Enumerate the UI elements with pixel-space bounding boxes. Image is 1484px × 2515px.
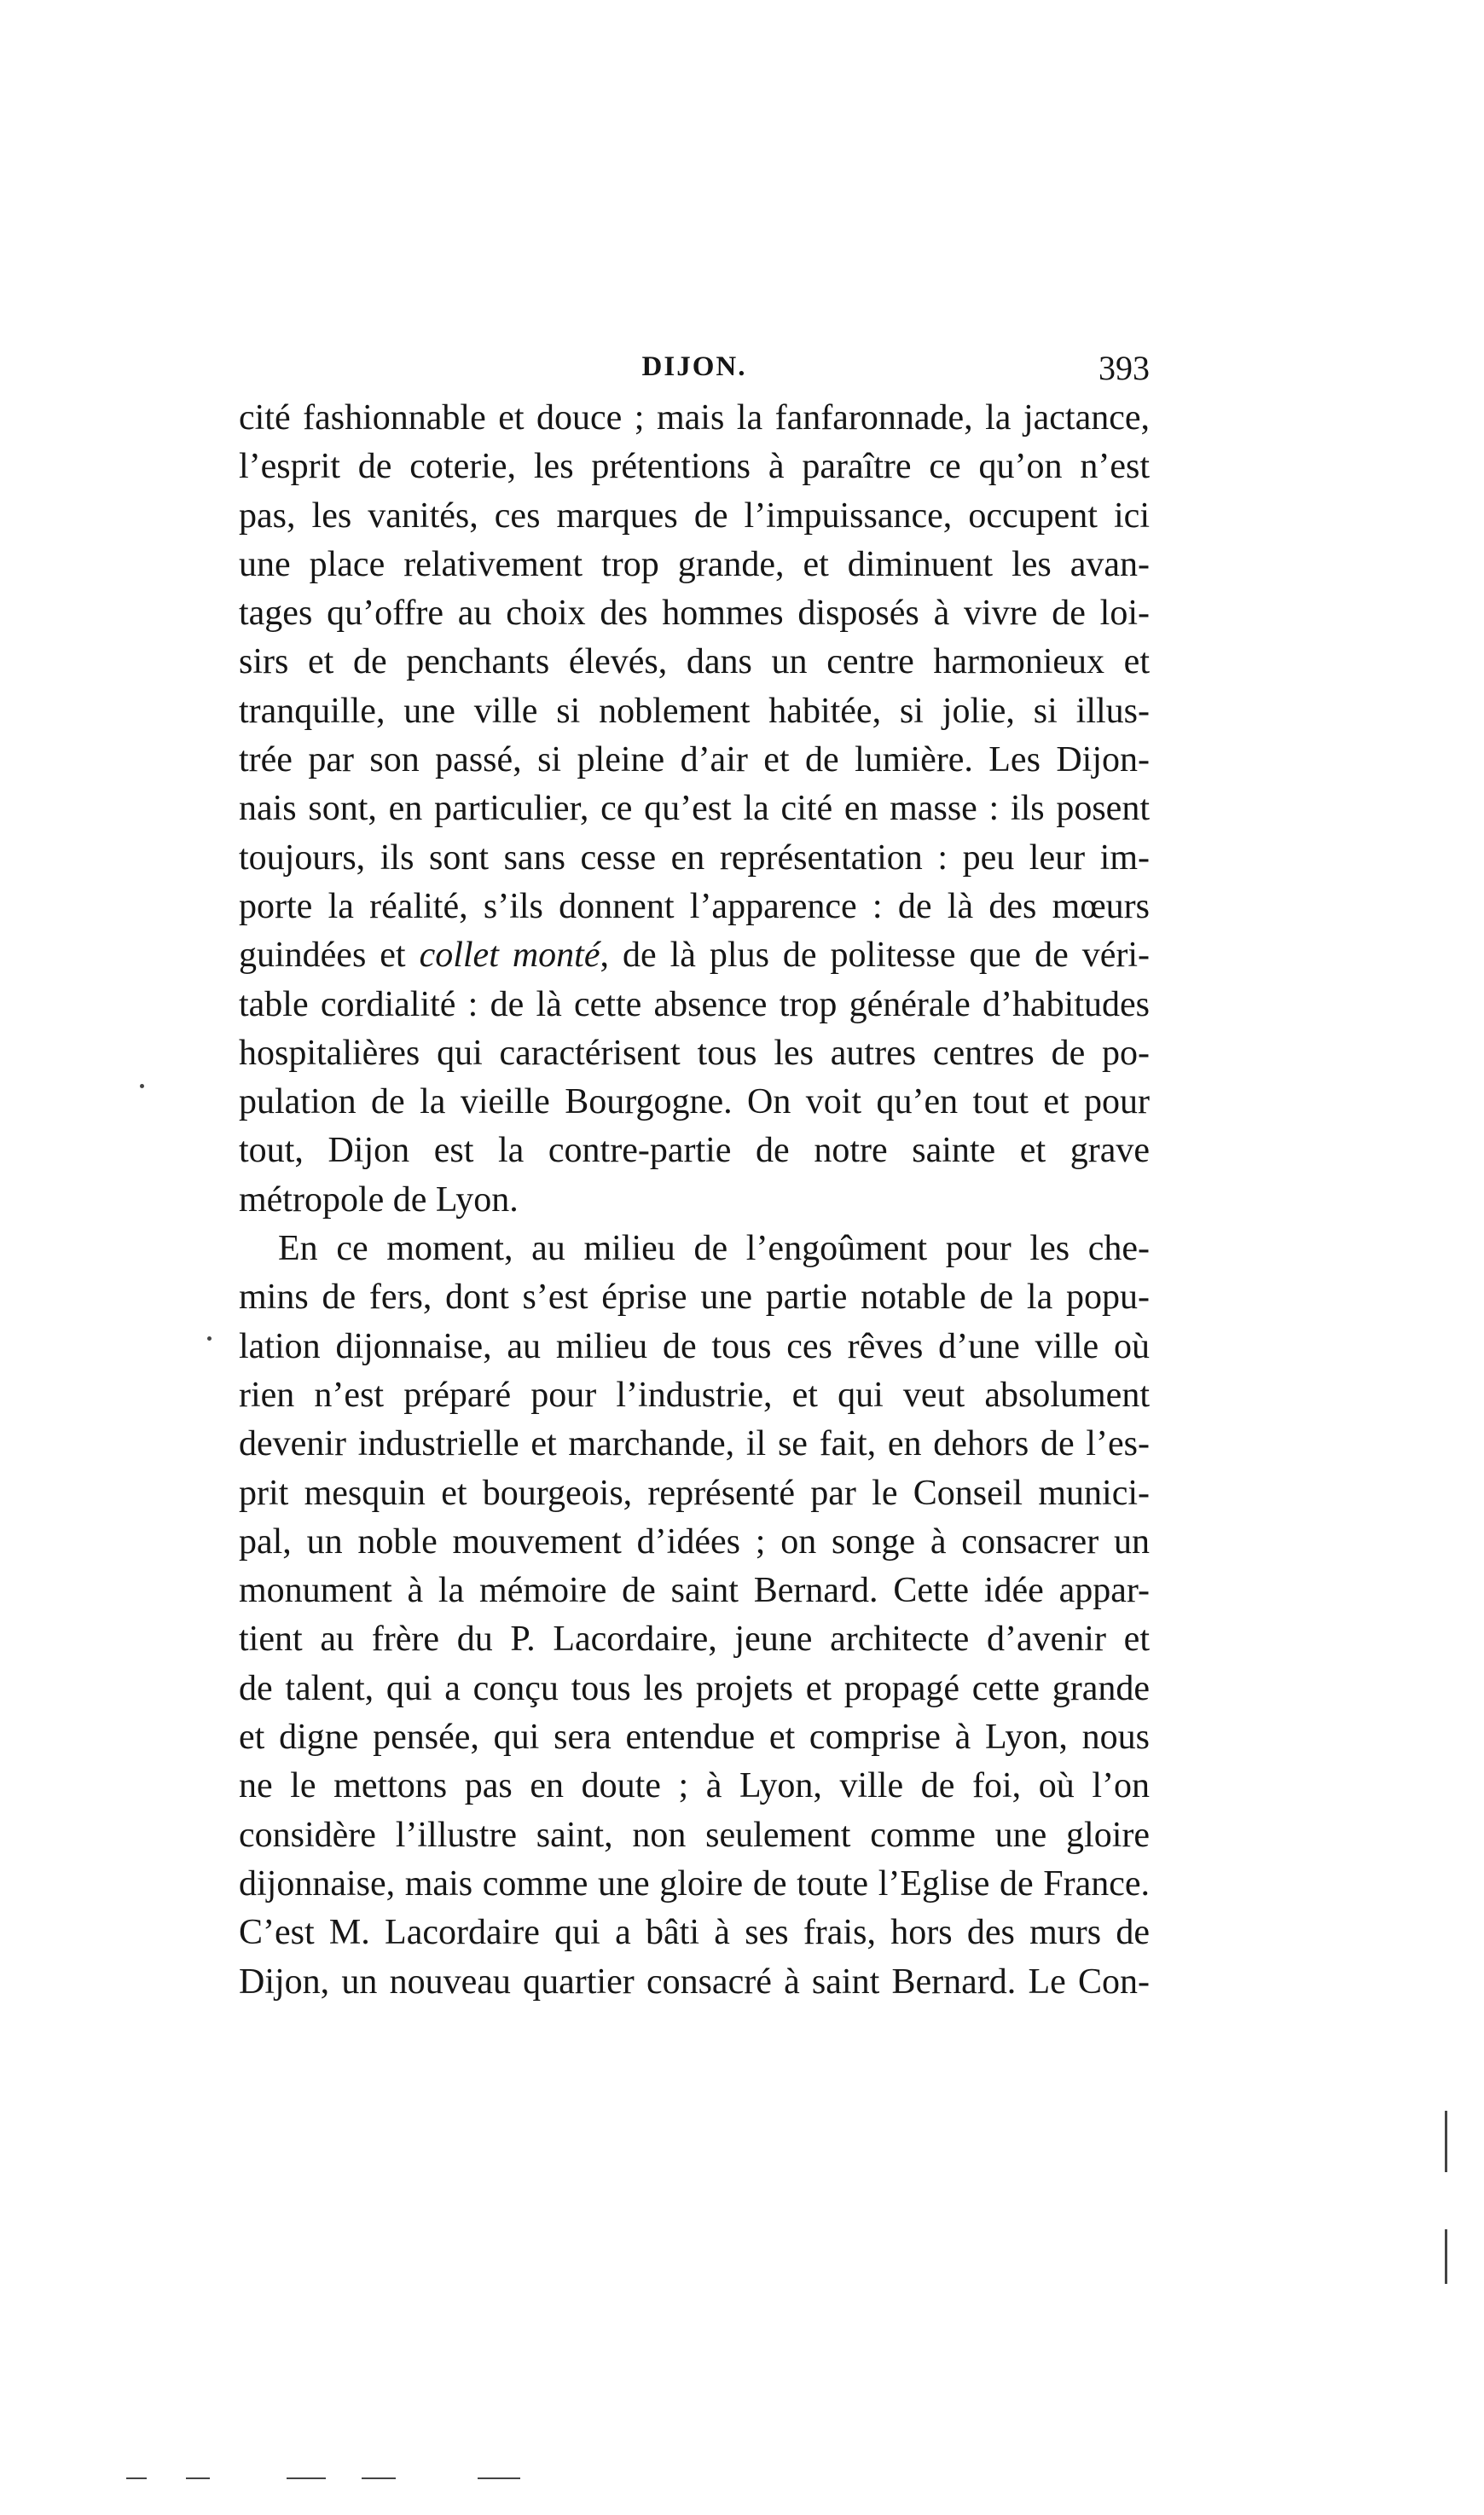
text-line: Dijon, un nouveau quartier consacré à saint Bernard. Le Con-: [239, 1962, 1150, 2002]
body-text: [239, 394, 1150, 2007]
scan-mark: [186, 2477, 210, 2479]
text-line: C’est M. Lacordaire qui a bâti à ses frais, hors des murs de: [239, 1913, 1150, 1953]
text-line: sirs et de penchants élevés, dans un centre harmonieux et: [239, 642, 1150, 682]
text-line: prit mesquin et bourgeois, représenté par le Conseil munici-: [239, 1473, 1150, 1513]
text-line: guindées et collet monté, de là plus de politesse que de véri-: [239, 936, 1151, 976]
scan-mark: [478, 2477, 520, 2479]
text-line: ne le mettons pas en doute ; à Lyon, ville de foi, où l’on: [239, 1766, 1150, 1806]
scan-mark: [1445, 2229, 1447, 2284]
text-line: monument à la mémoire de saint Bernard. Cette idée appar-: [239, 1571, 1150, 1611]
text-line: porte la réalité, s’ils donnent l’apparence : de là des mœurs: [239, 886, 1150, 926]
text-line: lation dijonnaise, au milieu de tous ces rêves d’une ville où: [239, 1326, 1150, 1366]
text-line: mins de fers, dont s’est éprise une partie notable de la popu-: [239, 1278, 1150, 1318]
text-line: métropole de Lyon.: [239, 1179, 519, 1220]
text-line: l’esprit de coterie, les prétentions à paraître ce qu’on n’est: [239, 447, 1150, 487]
scan-mark: [126, 2477, 147, 2479]
text-line: rien n’est préparé pour l’industrie, et qui veut absolument: [239, 1375, 1150, 1415]
text-line: tient au frère du P. Lacordaire, jeune architecte d’avenir et: [239, 1620, 1150, 1660]
text-line: trée par son passé, si pleine d’air et de lumière. Les Dijon-: [239, 740, 1150, 780]
text-line: tages qu’offre au choix des hommes disposés à vivre de loi-: [239, 594, 1150, 634]
scan-mark: [287, 2477, 326, 2479]
text-line: nais sont, en particulier, ce qu’est la cité en masse : ils posent: [239, 789, 1150, 829]
text-line: hospitalières qui caractérisent tous les autres centres de po-: [239, 1033, 1150, 1073]
text-line: En ce moment, au milieu de l’engoûment pour les che-: [278, 1229, 1150, 1269]
text-line: pal, un noble mouvement d’idées ; on songe à consacrer un: [239, 1521, 1150, 1562]
text-line: considère l’illustre saint, non seulement comme une gloire: [239, 1815, 1150, 1855]
italic-phrase: collet monté: [419, 936, 600, 976]
text-line: pas, les vanités, ces marques de l’impuissance, occupent ici: [239, 495, 1150, 536]
text-line: de talent, qui a conçu tous les projets et propagé cette grande: [239, 1668, 1150, 1708]
text-line: tout, Dijon est la contre-partie de notre sainte et grave: [239, 1131, 1150, 1171]
text-line: dijonnaise, mais comme une gloire de toute l’Eglise de France.: [239, 1863, 1150, 1904]
scan-mark: [1445, 2111, 1447, 2172]
page-header: [239, 348, 1150, 389]
text-line: une place relativement trop grande, et diminuent les avan-: [239, 544, 1150, 584]
page-number: 393: [1099, 349, 1150, 387]
scan-mark: [140, 1084, 144, 1088]
text-line: cité fashionnable et douce ; mais la fanfaronnade, la jactance,: [239, 398, 1150, 438]
scan-mark: [362, 2477, 396, 2479]
text-line: pulation de la vieille Bourgogne. On voit qu’en tout et pour: [239, 1082, 1150, 1122]
text-line: devenir industrielle et marchande, il se fait, en dehors de l’es-: [239, 1424, 1150, 1464]
scan-mark: [207, 1336, 212, 1341]
running-title: DIJON.: [641, 351, 747, 382]
text-line: table cordialité : de là cette absence trop générale d’habitudes: [239, 984, 1150, 1024]
text-line: toujours, ils sont sans cesse en représentation : peu leur im-: [239, 837, 1150, 878]
text-line: et digne pensée, qui sera entendue et comprise à Lyon, nous: [239, 1718, 1150, 1758]
text-line: tranquille, une ville si noblement habitée, si jolie, si illus-: [239, 691, 1150, 731]
